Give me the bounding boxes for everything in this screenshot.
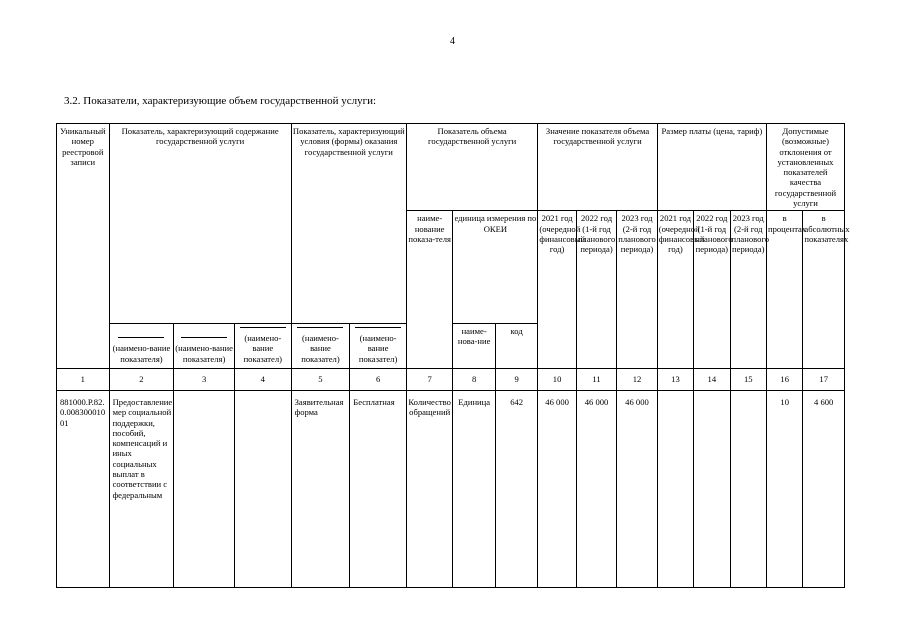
column-number: 13	[657, 369, 693, 391]
blank-line	[181, 336, 227, 338]
cell-condition-2: Бесплатная	[350, 391, 407, 588]
cell-fee-2023	[730, 391, 766, 588]
placeholder-content-2: (наимено-вание показателя)	[174, 324, 235, 369]
cell-deviation-absolute: 4 600	[803, 391, 845, 588]
header-fee-2022: 2022 год (1-й год планового периода)	[694, 211, 730, 369]
column-numbers-row	[57, 369, 845, 391]
header-absolute: в абсолютных показателях	[803, 211, 845, 369]
blank-line	[297, 326, 343, 328]
placeholder-condition-2: (наимено-вание показател)	[350, 324, 407, 369]
placeholder-condition-1: (наимено-вание показател)	[291, 324, 350, 369]
column-number: 4	[234, 369, 291, 391]
column-number: 16	[766, 369, 802, 391]
column-number: 6	[350, 369, 407, 391]
header-indicator-name: наиме-нование показа-теля	[406, 211, 453, 369]
cell-value-2021: 46 000	[538, 391, 576, 588]
page-number: 4	[450, 36, 455, 47]
column-number: 1	[57, 369, 110, 391]
column-number: 12	[617, 369, 657, 391]
cell-indicator: Количество обращений	[406, 391, 453, 588]
header-fee: Размер платы (цена, тариф)	[657, 124, 766, 211]
column-number: 10	[538, 369, 576, 391]
section-title: 3.2. Показатели, характеризующие объем государственной услуги:	[64, 95, 377, 107]
placeholder-content-3: (наимено-вание показател)	[234, 324, 291, 369]
header-content: Показатель, характеризующий содержание государственной услуги	[109, 124, 291, 324]
column-number: 7	[406, 369, 453, 391]
cell-deviation-percent: 10	[766, 391, 802, 588]
cell-value-2022: 46 000	[576, 391, 616, 588]
header-volume-value: Значение показателя объема государственной услуги	[538, 124, 657, 211]
header-fee-2023: 2023 год (2-й год планового периода)	[730, 211, 766, 369]
column-number: 5	[291, 369, 350, 391]
header-percent: в процентах	[766, 211, 802, 369]
column-number: 8	[453, 369, 495, 391]
blank-line	[240, 326, 286, 328]
cell-unit-name: Единица	[453, 391, 495, 588]
column-number: 17	[803, 369, 845, 391]
cell-fee-2021	[657, 391, 693, 588]
header-fee-2021: 2021 год (очередной финансовый год)	[657, 211, 693, 369]
column-number: 14	[694, 369, 730, 391]
cell-content-2	[174, 391, 235, 588]
column-number: 15	[730, 369, 766, 391]
cell-unique-number: 881000.Р.82.0.00830001001	[57, 391, 110, 588]
header-conditions: Показатель, характеризующий условия (формы) оказания государственной услуги	[291, 124, 406, 324]
column-number: 2	[109, 369, 174, 391]
cell-content-1: Предоставление мер социальной поддержки, пособий, компенсаций и иных социальных выплат в соответствии с федеральным	[109, 391, 174, 588]
header-okei-code: код	[495, 324, 538, 369]
cell-fee-2022	[694, 391, 730, 588]
placeholder-content-1: (наимено-вание показателя)	[109, 324, 174, 369]
header-value-2022: 2022 год (1-й год планового периода)	[576, 211, 616, 369]
column-number: 9	[495, 369, 538, 391]
blank-line	[355, 326, 401, 328]
column-number: 11	[576, 369, 616, 391]
blank-line	[118, 336, 164, 338]
volume-indicators-table	[56, 123, 850, 588]
column-number: 3	[174, 369, 235, 391]
header-volume: Показатель объема государственной услуги	[406, 124, 537, 211]
header-okei-name: наиме-нова-ние	[453, 324, 495, 369]
header-value-2021: 2021 год (очередной финансовый год)	[538, 211, 576, 369]
header-deviation: Допустимые (возможные) отклонения от установленных показателей качества государственной услуги	[766, 124, 844, 211]
header-unique-number: Уникальный номер реестровой записи	[57, 124, 110, 369]
cell-condition-1: Заявительная форма	[291, 391, 350, 588]
table-row	[57, 391, 845, 588]
cell-content-3	[234, 391, 291, 588]
cell-value-2023: 46 000	[617, 391, 657, 588]
cell-unit-code: 642	[495, 391, 538, 588]
header-okei-unit: единица измерения по ОКЕИ	[453, 211, 538, 324]
header-value-2023: 2023 год (2-й год планового периода)	[617, 211, 657, 369]
